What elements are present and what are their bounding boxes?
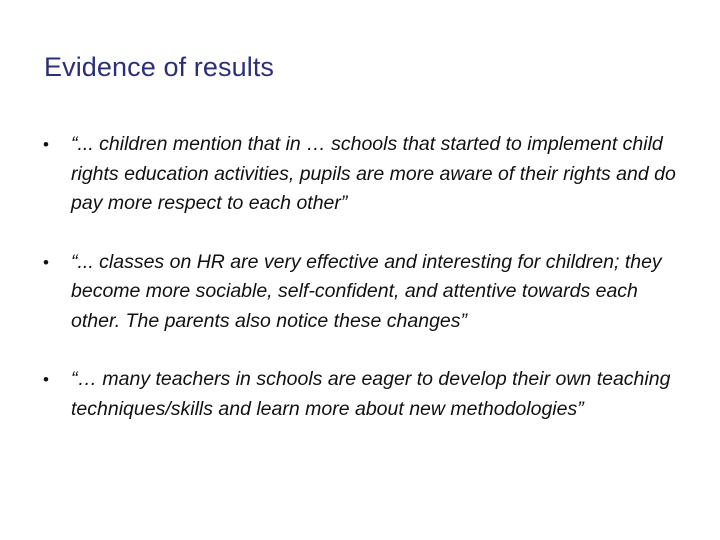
- quote-text: “... classes on HR are very effective and interesting for children; they become more sociable, self-confident, and attentive towards each other. The parents also notice these changes”: [71, 250, 662, 332]
- quote-text: “… many teachers in schools are eager to develop their own teaching techniques/skills and learn more about new methodologies”: [71, 368, 671, 420]
- bullet-list: [40, 130, 690, 453]
- slide-title: Evidence of results: [44, 52, 275, 82]
- list-item: [40, 365, 690, 424]
- bullet-icon: •: [43, 135, 49, 154]
- list-item: [40, 248, 690, 337]
- list-item: [40, 130, 690, 219]
- quote-text: “... children mention that in … schools that started to implement child rights education activities, pupils are more aware of their rights and do pay more respect to each other”: [71, 133, 676, 214]
- bullet-icon: •: [43, 370, 49, 389]
- bullet-icon: •: [43, 252, 49, 272]
